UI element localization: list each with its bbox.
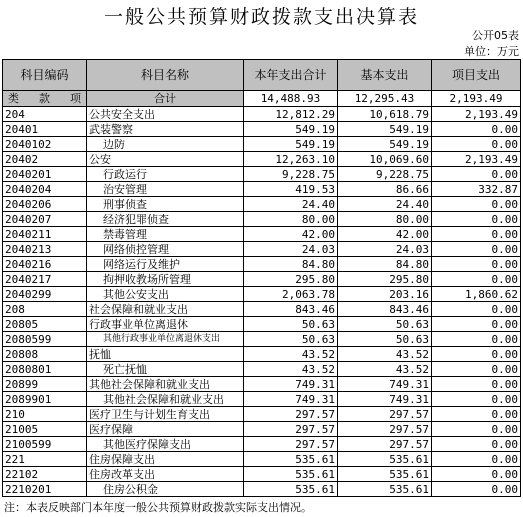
header-row xyxy=(3,60,521,91)
row-project: 0.00 xyxy=(432,482,521,497)
row-name: 经济犯罪侦查 xyxy=(87,212,244,227)
row-project: 0.00 xyxy=(432,167,521,182)
table-row xyxy=(3,302,521,317)
row-code: 2040213 xyxy=(3,242,87,257)
row-code: 2089901 xyxy=(3,392,87,407)
row-total: 297.57 xyxy=(244,437,338,452)
row-project: 0.00 xyxy=(432,122,521,137)
row-total: 43.52 xyxy=(244,347,338,362)
row-code: 210 xyxy=(3,407,87,422)
row-basic: 43.52 xyxy=(338,347,432,362)
row-total: 749.31 xyxy=(244,392,338,407)
table-row xyxy=(3,242,521,257)
header-project: 项目支出 xyxy=(432,60,521,91)
row-code: 20808 xyxy=(3,347,87,362)
row-name: 武装警察 xyxy=(87,122,244,137)
row-name: 刑事侦查 xyxy=(87,197,244,212)
row-code: 2210201 xyxy=(3,482,87,497)
row-basic: 24.40 xyxy=(338,197,432,212)
row-code: 2040216 xyxy=(3,257,87,272)
row-basic: 42.00 xyxy=(338,227,432,242)
row-total: 749.31 xyxy=(244,377,338,392)
row-name: 其他社会保障和就业支出 xyxy=(87,377,244,392)
row-project: 0.00 xyxy=(432,422,521,437)
row-code: 204 xyxy=(3,107,87,122)
row-name: 社会保障和就业支出 xyxy=(87,302,244,317)
row-basic: 10,069.60 xyxy=(338,152,432,167)
row-basic: 43.52 xyxy=(338,362,432,377)
row-basic: 549.19 xyxy=(338,137,432,152)
row-code: 22102 xyxy=(3,467,87,482)
row-name: 医疗卫生与计划生育支出 xyxy=(87,407,244,422)
row-basic: 535.61 xyxy=(338,467,432,482)
table-row xyxy=(3,212,521,227)
row-project: 0.00 xyxy=(432,332,521,347)
basic-sum: 12,295.43 xyxy=(338,91,432,107)
row-name: 住房保障支出 xyxy=(87,452,244,467)
row-code: 2040206 xyxy=(3,197,87,212)
row-basic: 297.57 xyxy=(338,422,432,437)
table-row xyxy=(3,227,521,242)
row-basic: 50.63 xyxy=(338,332,432,347)
row-name: 行政事业单位离退休 xyxy=(87,317,244,332)
row-project: 0.00 xyxy=(432,347,521,362)
row-project: 0.00 xyxy=(432,377,521,392)
subheader-levels xyxy=(3,91,87,107)
row-basic: 297.57 xyxy=(338,407,432,422)
row-name: 网络运行及维护 xyxy=(87,257,244,272)
row-code: 20401 xyxy=(3,122,87,137)
row-project: 1,860.62 xyxy=(432,287,521,302)
row-code: 2040204 xyxy=(3,182,87,197)
row-code: 221 xyxy=(3,452,87,467)
row-project: 0.00 xyxy=(432,452,521,467)
row-basic: 203.16 xyxy=(338,287,432,302)
row-name: 边防 xyxy=(87,137,244,152)
row-total: 80.00 xyxy=(244,212,338,227)
row-project: 0.00 xyxy=(432,467,521,482)
table-row xyxy=(3,317,521,332)
row-project: 0.00 xyxy=(432,362,521,377)
row-basic: 80.00 xyxy=(338,212,432,227)
row-total: 535.61 xyxy=(244,452,338,467)
row-total: 42.00 xyxy=(244,227,338,242)
table-row xyxy=(3,197,521,212)
row-total: 535.61 xyxy=(244,482,338,497)
row-name: 网络侦控管理 xyxy=(87,242,244,257)
subheader-xiang: 项 xyxy=(70,92,81,105)
row-code: 2080801 xyxy=(3,362,87,377)
row-basic: 297.57 xyxy=(338,437,432,452)
row-project: 0.00 xyxy=(432,302,521,317)
unit-label: 单位：万元 xyxy=(464,45,519,58)
row-total: 843.46 xyxy=(244,302,338,317)
row-code: 2100599 xyxy=(3,437,87,452)
row-basic: 86.66 xyxy=(338,182,432,197)
row-project: 332.87 xyxy=(432,182,521,197)
row-name: 医疗保障 xyxy=(87,422,244,437)
row-name: 死亡抚恤 xyxy=(87,362,244,377)
row-total: 12,263.10 xyxy=(244,152,338,167)
header-total: 本年支出合计 xyxy=(244,60,338,91)
row-project: 0.00 xyxy=(432,197,521,212)
row-basic: 84.80 xyxy=(338,257,432,272)
row-name: 其他行政事业单位离退休支出 xyxy=(87,332,244,347)
row-name: 治安管理 xyxy=(87,182,244,197)
row-basic: 10,618.79 xyxy=(338,107,432,122)
table-row xyxy=(3,257,521,272)
row-basic: 535.61 xyxy=(338,452,432,467)
row-name: 抚恤 xyxy=(87,347,244,362)
total-sum: 14,488.93 xyxy=(244,91,338,107)
row-code: 2040201 xyxy=(3,167,87,182)
row-code: 20899 xyxy=(3,377,87,392)
row-total: 549.19 xyxy=(244,137,338,152)
table-row xyxy=(3,452,521,467)
row-basic: 50.63 xyxy=(338,317,432,332)
row-total: 297.57 xyxy=(244,407,338,422)
row-code: 2040299 xyxy=(3,287,87,302)
table-row xyxy=(3,392,521,407)
table-row xyxy=(3,272,521,287)
table-row xyxy=(3,422,521,437)
row-basic: 549.19 xyxy=(338,122,432,137)
project-sum: 2,193.49 xyxy=(432,91,521,107)
table-row xyxy=(3,347,521,362)
subheader-lei: 类 xyxy=(8,92,19,105)
table-row xyxy=(3,482,521,497)
table-row xyxy=(3,467,521,482)
subheader-heji: 合计 xyxy=(87,91,244,107)
row-code: 208 xyxy=(3,302,87,317)
table-row xyxy=(3,362,521,377)
row-name: 其他医疗保障支出 xyxy=(87,437,244,452)
row-total: 295.80 xyxy=(244,272,338,287)
row-project: 0.00 xyxy=(432,212,521,227)
row-project: 0.00 xyxy=(432,242,521,257)
row-code: 2040217 xyxy=(3,272,87,287)
table-row xyxy=(3,377,521,392)
row-code: 2080599 xyxy=(3,332,87,347)
row-project: 0.00 xyxy=(432,392,521,407)
subheader-row xyxy=(3,91,521,107)
row-project: 0.00 xyxy=(432,272,521,287)
row-total: 12,812.29 xyxy=(244,107,338,122)
row-name: 其他社会保障和就业支出 xyxy=(87,392,244,407)
table-row xyxy=(3,437,521,452)
header-name: 科目名称 xyxy=(87,60,244,91)
row-project: 0.00 xyxy=(432,257,521,272)
row-basic: 843.46 xyxy=(338,302,432,317)
row-name: 拘押收教场所管理 xyxy=(87,272,244,287)
row-code: 20805 xyxy=(3,317,87,332)
row-project: 0.00 xyxy=(432,407,521,422)
row-project: 2,193.49 xyxy=(432,152,521,167)
table-row xyxy=(3,167,521,182)
row-total: 297.57 xyxy=(244,422,338,437)
row-project: 0.00 xyxy=(432,227,521,242)
row-total: 84.80 xyxy=(244,257,338,272)
table-row xyxy=(3,332,521,347)
row-total: 2,063.78 xyxy=(244,287,338,302)
row-name: 行政运行 xyxy=(87,167,244,182)
row-total: 549.19 xyxy=(244,122,338,137)
row-project: 0.00 xyxy=(432,137,521,152)
row-total: 9,228.75 xyxy=(244,167,338,182)
row-name: 公共安全支出 xyxy=(87,107,244,122)
row-code: 2040207 xyxy=(3,212,87,227)
row-basic: 749.31 xyxy=(338,377,432,392)
header-code: 科目编码 xyxy=(3,60,87,91)
subheader-kuan: 款 xyxy=(39,92,50,105)
expenditure-table xyxy=(2,59,521,497)
row-project: 0.00 xyxy=(432,437,521,452)
row-project: 2,193.49 xyxy=(432,107,521,122)
footnote: 注：本表反映部门本年度一般公共预算财政拨款实际支出情况。 xyxy=(4,501,312,514)
row-name: 其他公安支出 xyxy=(87,287,244,302)
row-project: 0.00 xyxy=(432,317,521,332)
row-name: 住房公积金 xyxy=(87,482,244,497)
table-row xyxy=(3,287,521,302)
row-code: 21005 xyxy=(3,422,87,437)
table-row xyxy=(3,152,521,167)
row-basic: 749.31 xyxy=(338,392,432,407)
table-row xyxy=(3,122,521,137)
row-code: 2040211 xyxy=(3,227,87,242)
row-total: 43.52 xyxy=(244,362,338,377)
row-basic: 295.80 xyxy=(338,272,432,287)
page-title: 一般公共预算财政拨款支出决算表 xyxy=(103,6,419,28)
row-basic: 535.61 xyxy=(338,482,432,497)
row-basic: 24.03 xyxy=(338,242,432,257)
row-basic: 9,228.75 xyxy=(338,167,432,182)
row-total: 50.63 xyxy=(244,317,338,332)
table-row xyxy=(3,107,521,122)
row-code: 20402 xyxy=(3,152,87,167)
row-name: 住房改革支出 xyxy=(87,467,244,482)
row-name: 公安 xyxy=(87,152,244,167)
table-code: 公开05表 xyxy=(472,29,519,42)
header-basic: 基本支出 xyxy=(338,60,432,91)
row-total: 24.03 xyxy=(244,242,338,257)
row-total: 419.53 xyxy=(244,182,338,197)
row-code: 2040102 xyxy=(3,137,87,152)
row-total: 535.61 xyxy=(244,467,338,482)
row-total: 50.63 xyxy=(244,332,338,347)
table-row xyxy=(3,182,521,197)
table-row xyxy=(3,137,521,152)
row-name: 禁毒管理 xyxy=(87,227,244,242)
table-row xyxy=(3,407,521,422)
row-total: 24.40 xyxy=(244,197,338,212)
